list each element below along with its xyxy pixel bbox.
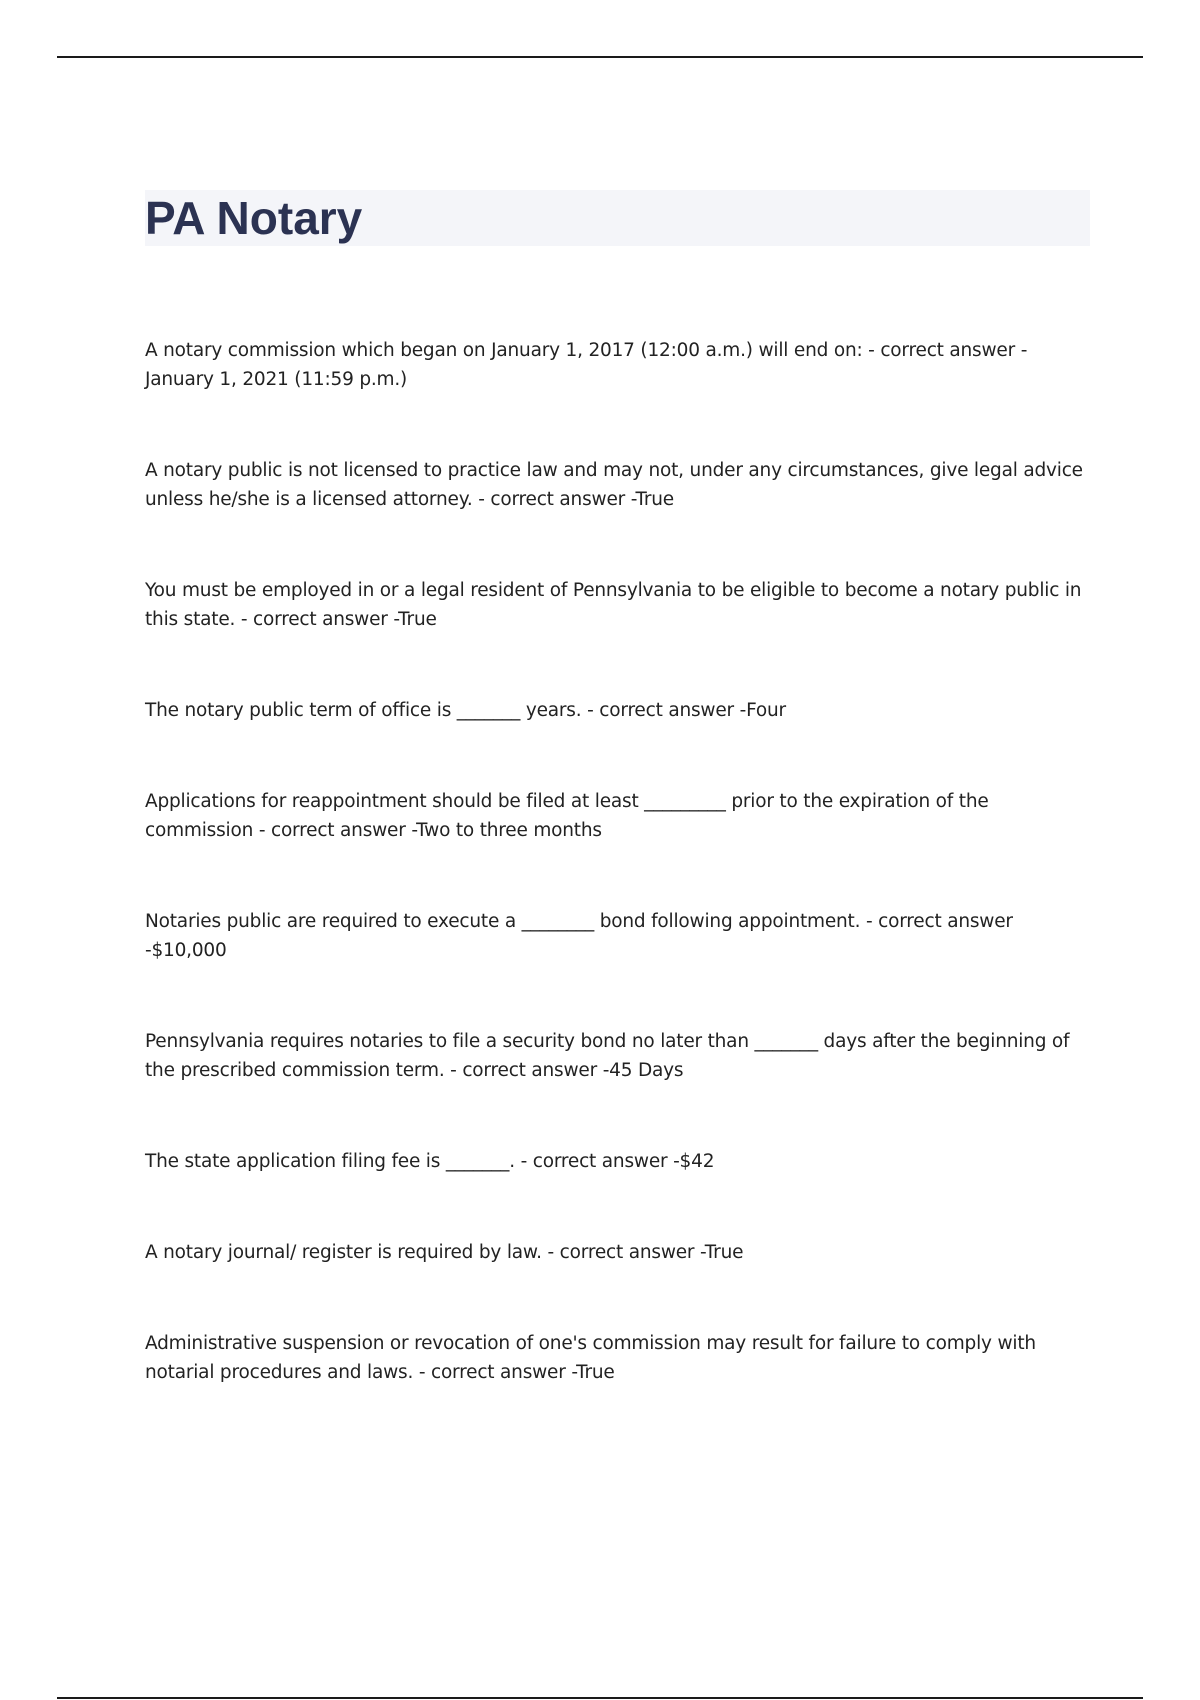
qa-item-6: Notaries public are required to execute a ________ bond following appointment. - correct answer -$10,000 [145,911,1013,961]
qa-item-3: You must be employed in or a legal resident of Pennsylvania to be eligible to become a notary public in this state. - correct answer -True [145,580,1082,630]
qa-item-10: Administrative suspension or revocation of one's commission may result for failure to comply with notarial procedures and laws. - correct answer -True [145,1333,1036,1383]
qa-item-4: The notary public term of office is _______ years. - correct answer -Four [145,700,786,721]
qa-item-9: A notary journal/ register is required by law. - correct answer -True [145,1242,744,1263]
qa-list [145,336,1090,1449]
qa-item-1: A notary commission which began on January 1, 2017 (12:00 a.m.) will end on: - correct answer -January 1, 2021 (11:59 p.m.) [145,340,1028,390]
top-rule [57,56,1143,58]
qa-item-7: Pennsylvania requires notaries to file a security bond no later than _______ days after the beginning of the prescribed commission term. - correct answer -45 Days [145,1031,1070,1081]
qa-item-8: The state application filing fee is _______. - correct answer -$42 [145,1151,715,1172]
qa-item-2: A notary public is not licensed to practice law and may not, under any circumstances, give legal advice unless he/she is a licensed attorney. - correct answer -True [145,460,1083,510]
qa-item-5: Applications for reappointment should be filed at least _________ prior to the expiration of the commission - correct answer -Two to three months [145,791,989,841]
page-title: PA Notary [145,192,363,244]
bottom-rule [57,1697,1143,1699]
